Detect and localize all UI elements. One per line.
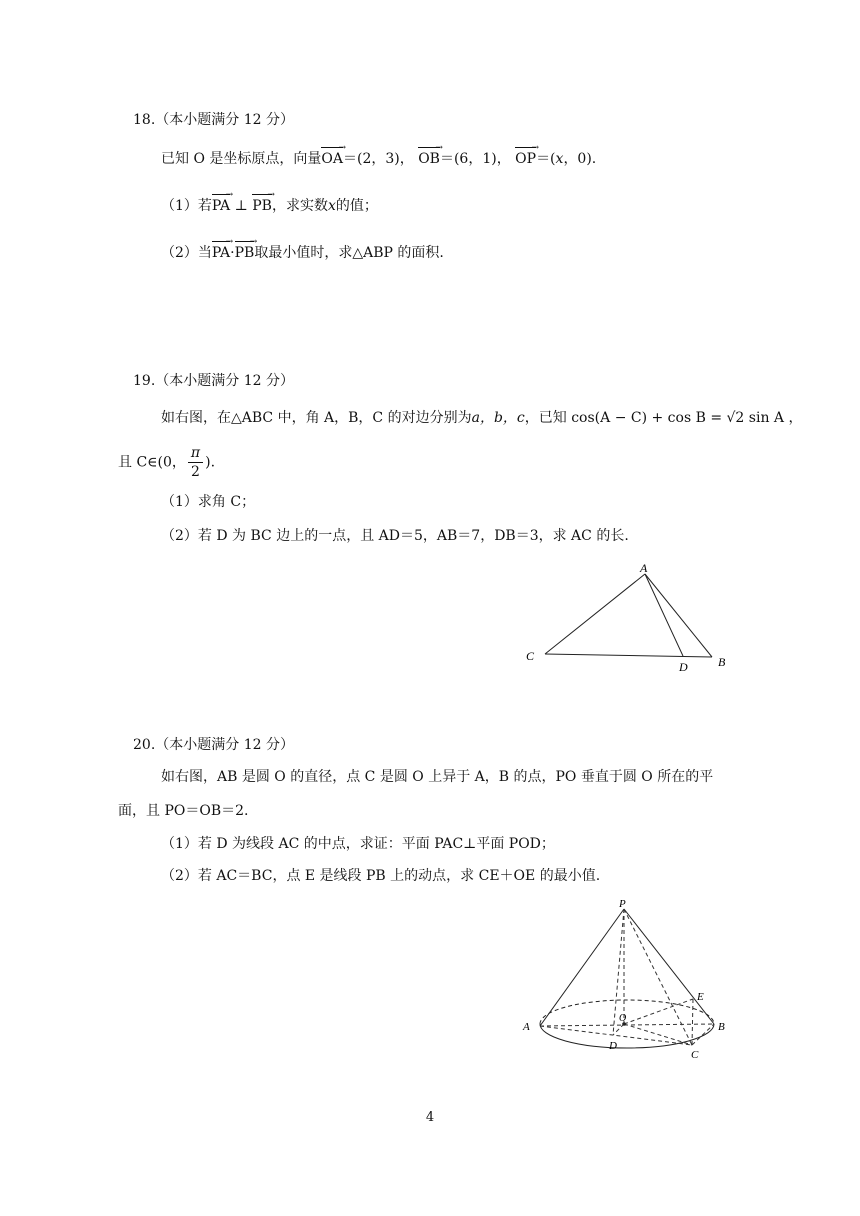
op-value-pre: ＝( — [536, 151, 556, 167]
q19-stem-c: sin A ， — [744, 410, 803, 426]
dot-symbol: · — [230, 245, 235, 261]
label-p: P — [619, 898, 626, 910]
vector-pa-2: → PA — [211, 237, 234, 261]
vector-pb-2: → PB — [234, 237, 258, 261]
q18-stem — [161, 143, 597, 169]
perp-symbol: ⊥ — [230, 198, 253, 214]
q20-part1: （1）若 D 为线段 AC 的中点，求证：平面 PAC⊥平面 POD； — [161, 836, 555, 852]
sqrt2: √2 — [726, 410, 745, 426]
q19-part1: （1）求角 C； — [161, 494, 256, 510]
segment-ad — [645, 574, 683, 656]
label-a: A — [640, 561, 648, 575]
q19-heading: 19.（本小题满分 12 分） — [133, 373, 294, 389]
q18-p1-pre: （1）若 — [161, 198, 212, 214]
q19-stem — [161, 408, 802, 428]
q19-line2-b: ). — [205, 454, 216, 471]
vector-ob: → OB — [418, 143, 443, 167]
q20-part2: （2）若 AC＝BC，点 E 是线段 PB 上的动点，求 CE＋OE 的最小值. — [161, 868, 601, 884]
q20-stem-b: 面，且 PO＝OB＝2. — [118, 803, 249, 819]
q19-line2-a: 且 C∈(0， — [118, 454, 186, 471]
triangle-figure — [515, 558, 745, 678]
segment-oe — [624, 999, 693, 1024]
q18-part2 — [161, 237, 444, 263]
segment-cb — [692, 1024, 714, 1045]
label-c: C — [691, 1049, 699, 1061]
label-e: E — [697, 991, 704, 1003]
q19-stem-b: ，已知 cos(A − C) + cos B = — [524, 410, 727, 426]
cone-figure — [515, 893, 745, 1068]
label-d: D — [679, 660, 688, 674]
q18-p2-pre: （2）当 — [161, 245, 212, 261]
q18-heading: 18.（本小题满分 12 分） — [133, 112, 294, 128]
page-number: 4 — [425, 1110, 435, 1125]
side-ac — [545, 574, 645, 654]
q20-heading: 20.（本小题满分 12 分） — [133, 737, 294, 753]
q20-stem-a: 如右图，AB 是圆 O 的直径，点 C 是圆 O 上异于 A，B 的点，PO 垂直于圆 O 所在的平 — [161, 769, 714, 785]
segment-oc — [624, 1024, 692, 1045]
vector-oa: → OA — [321, 143, 346, 167]
oa-value: ＝(2，3)， — [342, 151, 414, 167]
side-cb — [545, 654, 712, 657]
vector-pb: → PB — [252, 190, 275, 214]
edge-pa — [540, 909, 627, 1026]
q18-p1-post-a: ，求实数 — [271, 198, 328, 214]
label-a: A — [523, 1021, 530, 1033]
segment-od — [613, 1024, 624, 1035]
ob-value: ＝(6，1)， — [439, 151, 511, 167]
q18-stem-text: 已知 O 是坐标原点，向量 — [161, 151, 322, 167]
q19-stem-a: 如右图，在△ABC 中，角 A，B，C 的对边分别为 — [161, 410, 472, 426]
edge-pb — [624, 909, 714, 1024]
q18-p1-post-b: 的值； — [335, 198, 378, 214]
q19-stem-line2 — [118, 444, 215, 481]
label-c: C — [526, 649, 535, 663]
side-ab — [645, 574, 712, 657]
q18-p1-x: x — [327, 198, 336, 214]
q19-part2: （2）若 D 为 BC 边上的一点，且 AD＝5，AB＝7，DB＝3，求 AC 的长. — [161, 528, 629, 544]
vector-op: → OP — [515, 143, 540, 167]
q18-p2-post: 取最小值时，求△ABP 的面积. — [254, 245, 444, 261]
label-b: B — [718, 655, 726, 669]
ellipse-back — [540, 1000, 714, 1024]
label-o: O — [619, 1013, 627, 1024]
pi-over-2-fraction: $\frac{\pi}{2}$ — [188, 444, 203, 481]
vector-pa: → PA — [211, 190, 234, 214]
q18-part1 — [161, 190, 378, 216]
label-b: B — [718, 1021, 725, 1033]
op-x: x — [555, 151, 564, 167]
q19-sides: a，b，c — [471, 410, 525, 426]
segment-ce — [692, 999, 693, 1045]
op-value-post: ，0). — [563, 151, 597, 167]
label-d: D — [609, 1040, 617, 1052]
